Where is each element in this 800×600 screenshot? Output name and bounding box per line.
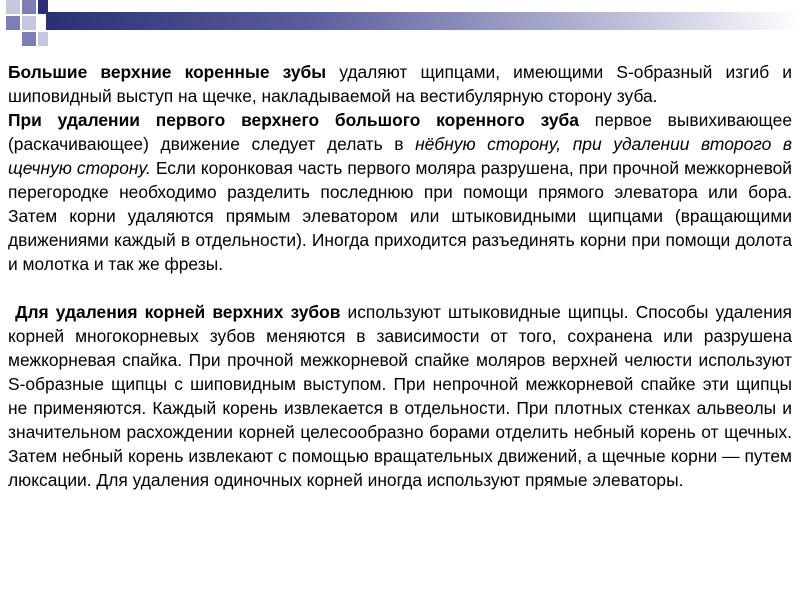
paragraph-heading: Большие верхние коренные зубы <box>8 62 327 82</box>
paragraph-text: Если коронковая часть первого моляра разрушена, при прочной межкорневой перегородке необходимо разделить последнюю при помощи прямого элеватора или бора. Затем корни удаляются прямым элеватором или штыковидными щипцами (вращающими движениями каждый в отдельности). Иногда приходится разъединять корни при помощи долота и молотка и так же фрезы. <box>8 158 792 274</box>
header-gradient-bar <box>46 12 800 30</box>
paragraph-heading: Для удаления корней верхних зубов <box>15 302 341 322</box>
decor-square <box>6 16 20 30</box>
paragraph-italic-text: нёбную сторону, при удалении второго в щечную сторону. <box>8 134 792 178</box>
paragraph-text: первое вывихивающее (раскачивающее) движение следует делать в <box>8 110 792 154</box>
slide-header-decoration <box>0 0 800 48</box>
slide-body-text <box>8 60 792 492</box>
decor-square <box>22 16 36 30</box>
decor-square <box>22 0 36 14</box>
paragraph-first-molar-removal <box>8 108 792 276</box>
paragraph-upper-molars <box>8 60 792 108</box>
decor-square <box>22 32 36 46</box>
paragraph-spacer <box>8 276 792 300</box>
paragraph-text: удаляют щипцами, имеющими S-образный изгиб и шиповидный выступ на щечке, накладываемой на вестибулярную сторону зуба. <box>8 62 793 106</box>
decor-square <box>38 32 48 46</box>
paragraph-heading: При удалении первого верхнего большого коренного зуба <box>8 110 579 130</box>
paragraph-text: используют штыковидные щипцы. Способы удаления корней многокорневых зубов меняются в зависимости от того, сохранена или разрушена межкорневая спайка. При прочной межкорневой спайке моляров верхней челюсти используют S-образные щипцы с шиповидным выступом. При непрочной межкорневой спайке эти щипцы не применяются. Каждый корень извлекается в отдельности. При плотных стенках альвеолы и значительном расхождении корней целесообразно борами отделить небный корень от щечных. Затем небный корень извлекают с помощью вращательных движений, а щечные корни — путем люксации. Для удаления одиночных корней иногда используют прямые элеваторы. <box>8 302 792 490</box>
paragraph-roots-removal <box>8 300 792 492</box>
decor-square <box>6 0 20 14</box>
